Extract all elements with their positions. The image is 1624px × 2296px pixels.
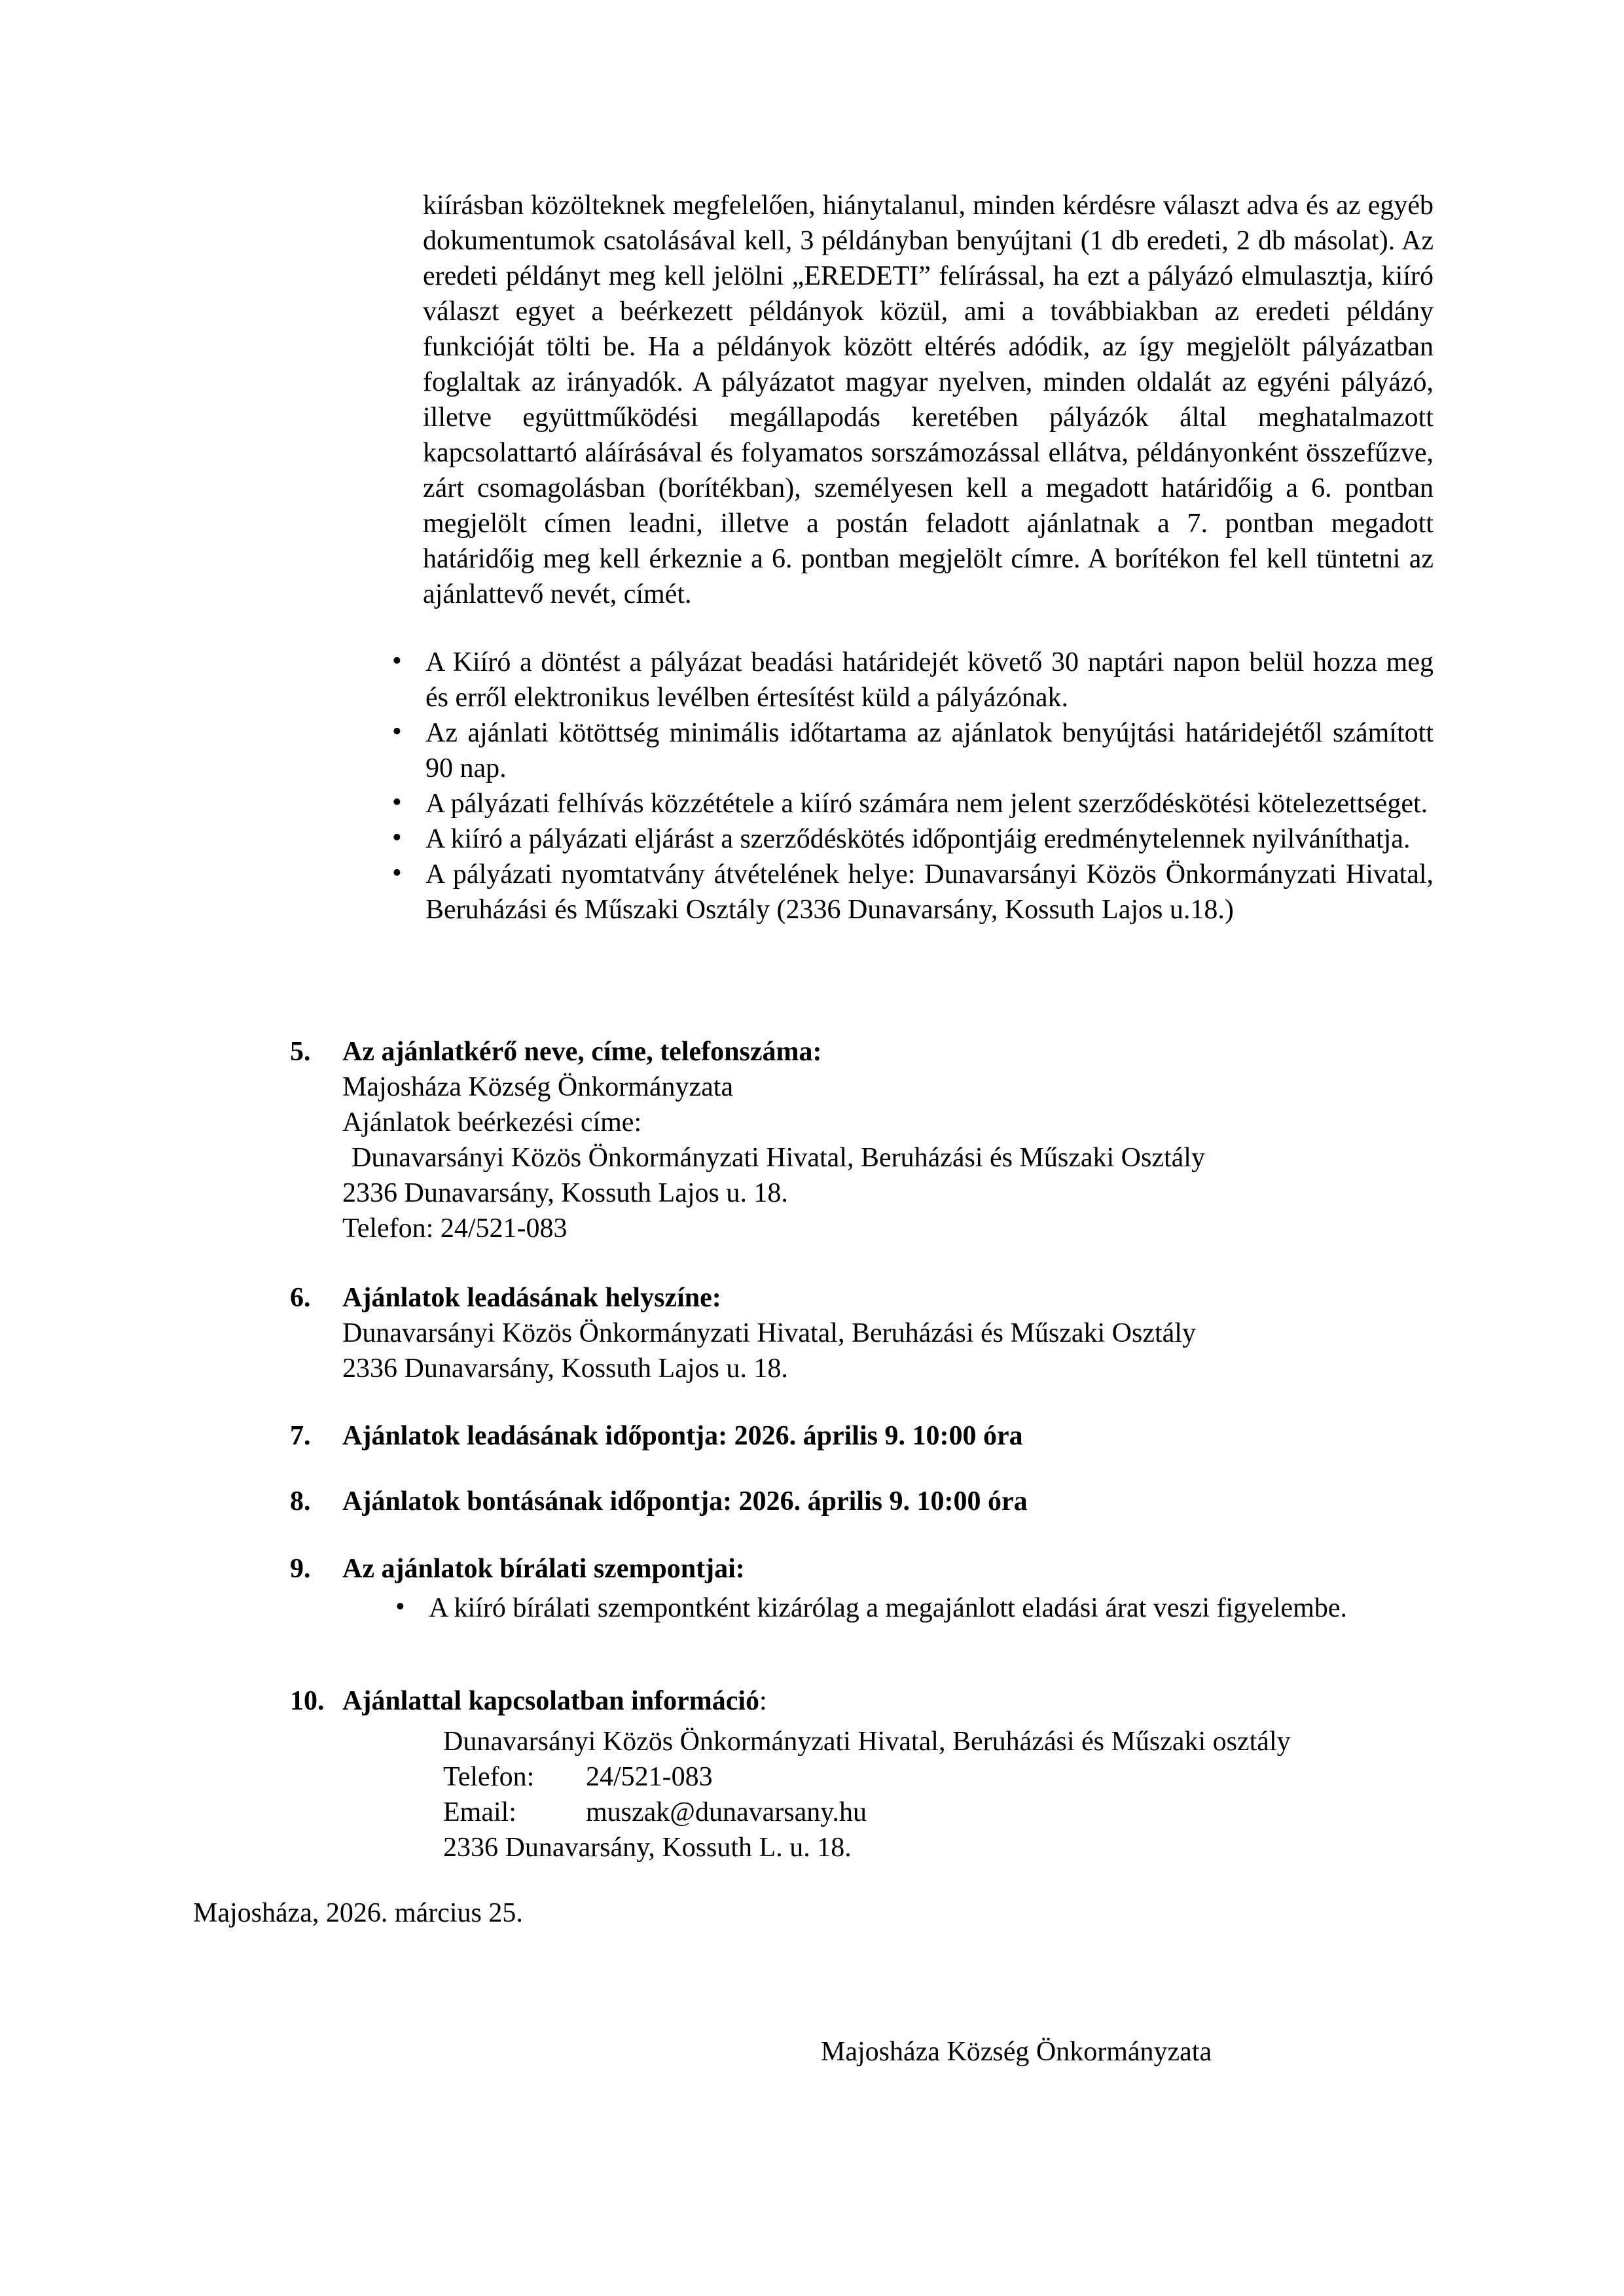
section-line: 2336 Dunavarsány, Kossuth Lajos u. 18. xyxy=(342,1178,788,1208)
bullet-text: A pályázati felhívás közzététele a kiíró számára nem jelent szerződéskötési kötelezettséget. xyxy=(425,789,1428,819)
list-item xyxy=(393,1590,1434,1626)
bullet-text: Az ajánlati kötöttség minimális időtartama az ajánlatok benyújtási határidejétől számított 90 nap. xyxy=(425,718,1434,783)
section-number: 8. xyxy=(290,1486,311,1516)
list-item xyxy=(391,821,1434,857)
section-line: Majosháza Község Önkormányzata xyxy=(342,1072,734,1102)
section-title: Ajánlatok leadásának helyszíne: xyxy=(342,1283,721,1313)
section-title: Ajánlatok leadásának időpontja: 2026. április 9. 10:00 óra xyxy=(342,1421,1023,1451)
list-item xyxy=(391,786,1434,821)
section-number: 10. xyxy=(290,1686,325,1716)
section-number: 9. xyxy=(290,1554,311,1584)
contact-phone-row xyxy=(443,1759,1434,1795)
section-title: Az ajánlatok bírálati szempontjai: xyxy=(342,1554,745,1584)
bullet-text: A Kiíró a döntést a pályázat beadási határidejét követő 30 naptári napon belül hozza meg és erről elektronikus levélben értesítést küld a pályázónak. xyxy=(425,647,1434,713)
bullet-icon: • xyxy=(392,858,402,888)
section-7 xyxy=(290,1418,1434,1454)
section-5 xyxy=(290,1034,1434,1246)
section-body xyxy=(342,1280,1434,1386)
section-line: Ajánlatok beérkezési címe: xyxy=(342,1107,642,1138)
contact-block xyxy=(443,1724,1434,1865)
section-title-colon: : xyxy=(759,1686,767,1716)
bullet-text: A kiíró a pályázati eljárást a szerződéskötés időpontjáig eredménytelennek nyilváníthatja. xyxy=(425,824,1411,854)
bullet-list xyxy=(391,645,1434,927)
list-item xyxy=(391,715,1434,786)
section-number: 6. xyxy=(290,1283,311,1313)
section-line: Dunavarsányi Közös Önkormányzati Hivatal, Beruházási és Műszaki Osztály xyxy=(352,1143,1205,1173)
section-6 xyxy=(290,1280,1434,1386)
section-title: Az ajánlatkérő neve, címe, telefonszáma: xyxy=(342,1037,822,1067)
bullet-icon: • xyxy=(392,787,402,817)
list-item xyxy=(391,857,1434,927)
section-body xyxy=(342,1683,1434,1719)
section-line: Telefon: 24/521-083 xyxy=(342,1213,568,1244)
section-line: Dunavarsányi Közös Önkormányzati Hivatal, Beruházási és Műszaki Osztály xyxy=(342,1318,1196,1348)
date-line: Majosháza, 2026. március 25. xyxy=(193,1898,523,1928)
section-line: 2336 Dunavarsány, Kossuth Lajos u. 18. xyxy=(342,1354,788,1384)
section-number: 7. xyxy=(290,1421,311,1451)
email-value: muszak@dunavarsany.hu xyxy=(586,1797,867,1827)
section-number: 5. xyxy=(290,1037,311,1067)
intro-paragraph: kiírásban közölteknek megfelelően, hiánytalanul, minden kérdésre választ adva és az egyéb dokumentumok csatolásával kell, 3 példányban benyújtani (1 db eredeti, 2 db másolat). Az eredeti példányt meg kell jelölni „EREDETI” felírással, ha ezt a pályázó elmulasztja, kiíró választ egyet a beérkezett példányok közül, ami a továbbiakban az eredeti példány funkcióját tölti be. Ha a példányok között eltérés adódik, az így megjelölt pályázatban foglaltak az irányadók. A pályázatot magyar nyelven, minden oldalát az egyéni pályázó, illetve együttműködési megállapodás keretében pályázók által meghatalmazott kapcsolattartó aláírásával és folyamatos sorszámozással ellátva, példányonként összefűzve, zárt csomagolásban (borítékban), személyesen kell a megadott határidőig a 6. pontban megjelölt címen leadni, illetve a postán feladott ajánlatnak a 7. pontban megadott határidőig meg kell érkeznie a 6. pontban megjelölt címre. A borítékon fel kell tüntetni az ajánlattevő nevét, címét. xyxy=(423,190,1434,609)
phone-label: Telefon: xyxy=(443,1762,535,1792)
section-body xyxy=(342,1034,1434,1246)
contact-org: Dunavarsányi Közös Önkormányzati Hivatal, Beruházási és Műszaki osztály xyxy=(443,1727,1291,1757)
bullet-text: A pályázati nyomtatvány átvételének helye: Dunavarsányi Közös Önkormányzati Hivatal, Beruházási és Műszaki Osztály (2336 Dunavarsány, Kossuth Lajos u.18.) xyxy=(425,859,1434,925)
section-9 xyxy=(290,1551,1434,1626)
bullet-icon: • xyxy=(392,717,402,747)
email-label: Email: xyxy=(443,1797,516,1827)
section-body xyxy=(342,1551,1434,1587)
list-item xyxy=(391,645,1434,715)
section-title-row xyxy=(342,1683,1434,1719)
bullet-text: A kiíró bírálati szempontként kizárólag a megajánlott eladási árat veszi figyelembe. xyxy=(429,1593,1347,1623)
signature: Majosháza Község Önkormányzata xyxy=(821,2037,1212,2067)
bullet-icon: • xyxy=(392,823,402,853)
section-8 xyxy=(290,1484,1434,1519)
phone-value: 24/521-083 xyxy=(586,1762,713,1792)
section-body xyxy=(342,1418,1434,1454)
contact-email-row xyxy=(443,1795,1434,1830)
section-title: Ajánlattal kapcsolatban információ xyxy=(342,1686,760,1716)
section-10 xyxy=(290,1683,1434,1865)
section-title: Ajánlatok bontásának időpontja: 2026. április 9. 10:00 óra xyxy=(342,1486,1028,1516)
contact-address: 2336 Dunavarsány, Kossuth L. u. 18. xyxy=(443,1833,852,1863)
bullet-icon: • xyxy=(392,646,402,676)
section-body xyxy=(342,1484,1434,1519)
bullet-icon: • xyxy=(395,1592,405,1622)
